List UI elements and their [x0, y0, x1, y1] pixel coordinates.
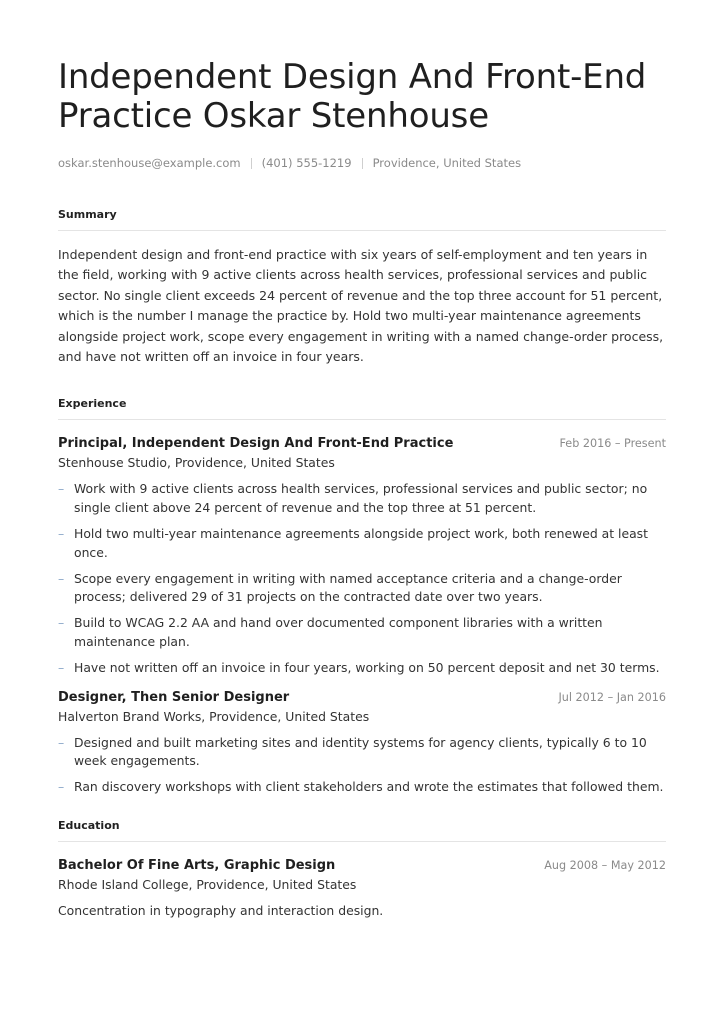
bullet-marker: –: [58, 659, 65, 675]
bullet-marker: –: [58, 734, 65, 750]
job-bullet-list: [58, 480, 666, 677]
degree-title: Bachelor Of Fine Arts, Graphic Design: [58, 858, 336, 873]
job-header: [58, 690, 666, 705]
job-organization: Halverton Brand Works, Providence, United States: [58, 708, 370, 724]
job-bullet: [58, 480, 666, 518]
job-entry: [58, 690, 666, 797]
job-header: [58, 436, 666, 451]
job-bullet: [58, 525, 666, 563]
job-title: Designer, Then Senior Designer: [58, 689, 290, 705]
section-divider: [58, 230, 666, 231]
education-heading: Education: [58, 819, 120, 832]
job-bullet: [58, 734, 666, 772]
bullet-text: Hold two multi-year maintenance agreements alongside project work, both renewed at least once.: [74, 526, 648, 560]
summary-text: Independent design and front-end practice with six years of self-employment and ten years in the field, working with 9 active clients across health services, professional services and public sector. No single client exceeds 24 percent of revenue and the top three account for 51 percent, which is the number I manage the practice by. Hold two multi-year maintenance agreements alongside project work, scope every engagement in writing with a named change-order process, and have not written off an invoice in four years.: [58, 247, 664, 365]
summary-heading: Summary: [58, 208, 117, 221]
contact-divider: [251, 158, 252, 169]
education-header: [58, 858, 666, 873]
contact-line: [58, 156, 666, 170]
section-divider: [58, 841, 666, 842]
job-organization: Stenhouse Studio, Providence, United States: [58, 455, 335, 471]
job-title: Principal, Independent Design And Front-End Practice: [58, 436, 454, 452]
bullet-marker: –: [58, 615, 65, 631]
education-section: [58, 819, 666, 918]
contact-location: Providence, United States: [372, 156, 522, 170]
experience-section: [58, 397, 666, 797]
education-entry: [58, 858, 666, 918]
contact-phone[interactable]: (401) 555-1219: [261, 156, 352, 170]
bullet-text: Have not written off an invoice in four years, working on 50 percent deposit and net 30 terms.: [74, 659, 660, 675]
school-name: Rhode Island College, Providence, United States: [58, 877, 357, 892]
bullet-text: Designed and built marketing sites and identity systems for agency clients, typically 6 to 10 week engagements.: [74, 734, 647, 769]
section-divider: [58, 419, 666, 420]
bullet-marker: –: [58, 526, 65, 542]
bullet-marker: –: [58, 481, 65, 497]
job-dates: Feb 2016 – Present: [559, 437, 666, 451]
job-entry: [58, 436, 666, 677]
bullet-marker: –: [58, 570, 65, 586]
contact-email[interactable]: oskar.stenhouse@example.com: [58, 156, 241, 170]
job-bullet: [58, 570, 666, 608]
job-bullet-list: [58, 734, 666, 797]
contact-divider: [362, 158, 363, 169]
bullet-text: Work with 9 active clients across health services, professional services and public sector; no single client above 24 percent of revenue and the top three at 51 percent.: [74, 481, 648, 516]
job-bullet: [58, 778, 666, 797]
bullet-text: Build to WCAG 2.2 AA and hand over documented component libraries with a written maintenance plan.: [74, 615, 603, 650]
bullet-text: Scope every engagement in writing with named acceptance criteria and a change-order process; delivered 29 of 31 projects on the contracted date over two years.: [74, 570, 622, 605]
summary-section: [58, 208, 666, 367]
job-bullet: [58, 659, 666, 678]
bullet-marker: –: [58, 779, 65, 795]
job-dates: Jul 2012 – Jan 2016: [558, 690, 666, 704]
page-title: Independent Design And Front-End Practice Oskar Stenhouse: [58, 57, 647, 136]
bullet-text: Ran discovery workshops with client stakeholders and wrote the estimates that followed them.: [74, 779, 664, 795]
job-bullet: [58, 614, 666, 652]
education-dates: Aug 2008 – May 2012: [544, 859, 666, 872]
experience-heading: Experience: [58, 397, 127, 411]
education-note: Concentration in typography and interaction design.: [58, 903, 384, 918]
